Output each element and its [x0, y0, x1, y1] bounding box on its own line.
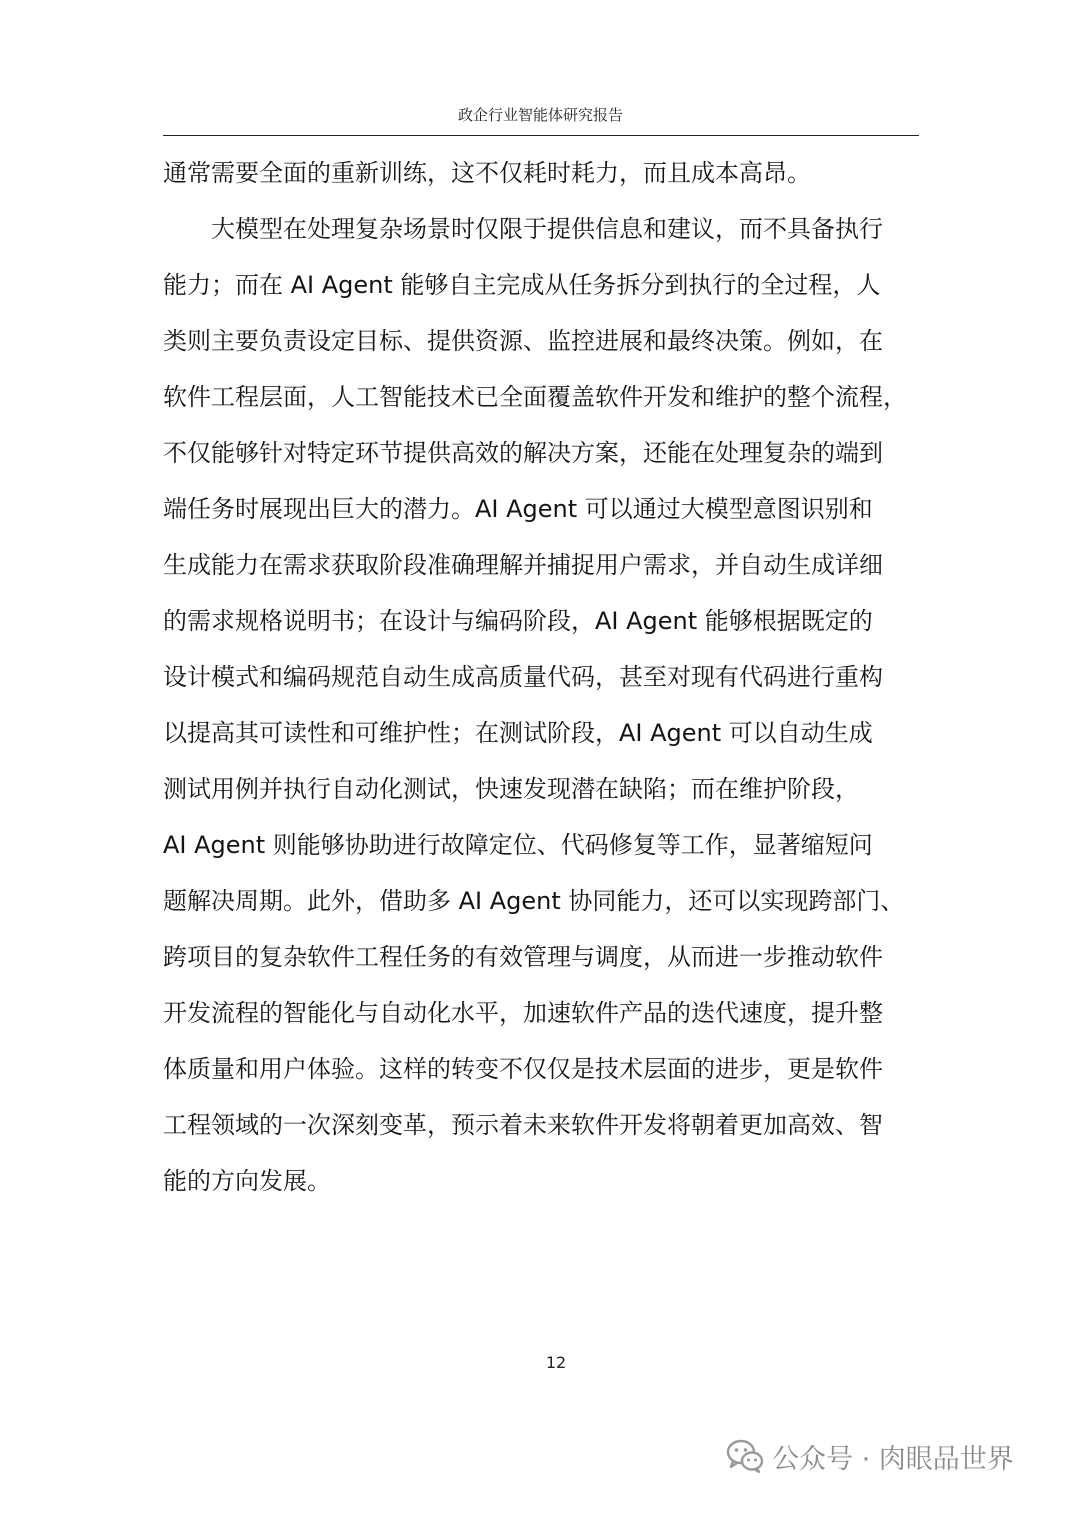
paragraph-line: 跨项目的复杂软件工程任务的有效管理与调度，从而进一步推动软件	[163, 943, 883, 971]
page-number: 12	[545, 1353, 567, 1372]
paragraph-line: 工程领域的一次深刻变革，预示着未来软件开发将朝着更加高效、智	[163, 1111, 883, 1139]
paragraph-line: 题解决周期。此外，借助多 AI Agent 协同能力，还可以实现跨部门、	[163, 887, 905, 915]
paragraph-line: 大模型在处理复杂场景时仅限于提供信息和建议，而不具备执行	[163, 215, 883, 243]
paragraph-line: 通常需要全面的重新训练，这不仅耗时耗力，而且成本高昂。	[163, 159, 811, 187]
wechat-icon	[726, 1439, 764, 1473]
paragraph-line: 能力；而在 AI Agent 能够自主完成从任务拆分到执行的全过程，人	[163, 271, 881, 299]
watermark-text: 公众号 · 肉眼品世界	[772, 1443, 1014, 1475]
paragraph-line: 类则主要负责设定目标、提供资源、监控进展和最终决策。例如，在	[163, 327, 883, 355]
paragraph-line: 软件工程层面，人工智能技术已全面覆盖软件开发和维护的整个流程，	[163, 383, 907, 411]
paragraph-line: 开发流程的智能化与自动化水平，加速软件产品的迭代速度，提升整	[163, 999, 883, 1027]
watermark	[726, 1436, 1014, 1476]
paragraph-line: 测试用例并执行自动化测试，快速发现潜在缺陷；而在维护阶段，	[163, 775, 859, 803]
paragraph-line: 的需求规格说明书；在设计与编码阶段，AI Agent 能够根据既定的	[163, 607, 873, 635]
paragraph-line: 端任务时展现出巨大的潜力。AI Agent 可以通过大模型意图识别和	[163, 495, 873, 523]
header-divider	[163, 135, 919, 136]
running-header-title: 政企行业智能体研究报告	[457, 106, 623, 124]
paragraph-line: 体质量和用户体验。这样的转变不仅仅是技术层面的进步，更是软件	[163, 1055, 883, 1083]
paragraph-line: 能的方向发展。	[163, 1167, 331, 1195]
paragraph-line: 生成能力在需求获取阶段准确理解并捕捉用户需求，并自动生成详细	[163, 551, 883, 579]
paragraph-line: 设计模式和编码规范自动生成高质量代码，甚至对现有代码进行重构	[163, 663, 883, 691]
paragraph-line: AI Agent 则能够协助进行故障定位、代码修复等工作，显著缩短问	[163, 831, 873, 859]
paragraph-line: 以提高其可读性和可维护性；在测试阶段，AI Agent 可以自动生成	[163, 719, 873, 747]
paragraph-line: 不仅能够针对特定环节提供高效的解决方案，还能在处理复杂的端到	[163, 439, 883, 467]
